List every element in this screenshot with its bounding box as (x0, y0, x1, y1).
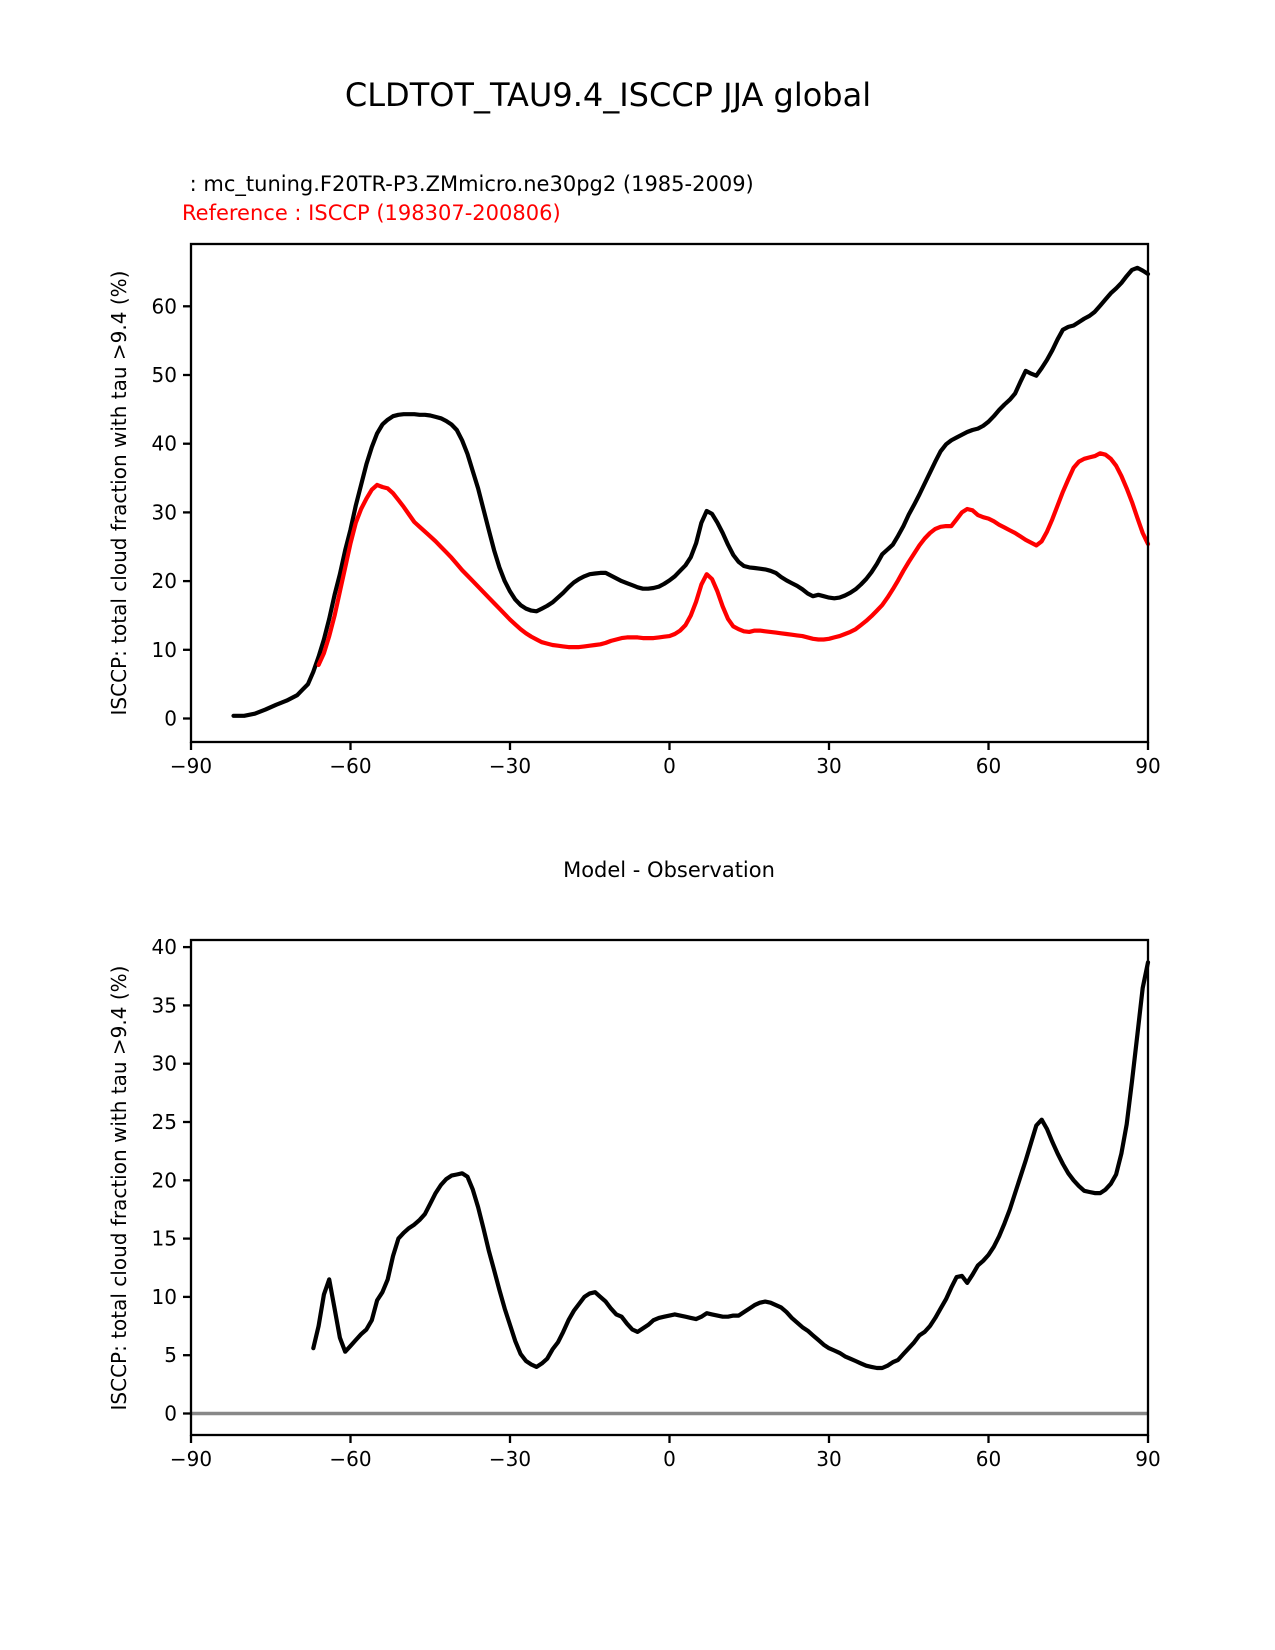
y-tick-label: 60 (151, 294, 177, 319)
y-tick-label: 10 (151, 1284, 177, 1309)
model-subtitle: : mc_tuning.F20TR-P3.ZMmicro.ne30pg2 (1985-2009) (183, 172, 754, 196)
series-line-0 (313, 962, 1148, 1368)
x-tick-label: 60 (975, 754, 1002, 778)
y-tick-label: 20 (151, 1168, 177, 1193)
y-tick-label: 40 (151, 935, 177, 960)
y-tick-label: 20 (151, 569, 177, 594)
y-tick-label: 40 (151, 431, 177, 456)
y-tick-label: 15 (151, 1226, 177, 1251)
bottom-chart-axes (152, 935, 1161, 1471)
top-chart-axes (152, 244, 1161, 778)
top-y-axis-label-text: ISCCP: total cloud fraction with tau >9.4 (%) (107, 270, 131, 716)
y-tick-label: 0 (164, 1401, 177, 1426)
x-tick-label: 30 (816, 1447, 842, 1471)
reference-subtitle: Reference : ISCCP (198307-200806) (182, 201, 561, 225)
y-tick-label: 25 (151, 1110, 177, 1134)
y-tick-label: 5 (164, 1343, 177, 1368)
x-tick-label: −60 (329, 754, 372, 778)
series-line-1 (319, 453, 1148, 665)
figure-title: CLDTOT_TAU9.4_ISCCP JJA global (344, 76, 872, 114)
y-tick-label: 0 (164, 706, 177, 731)
bottom-chart-title: Model - Observation (563, 858, 775, 882)
y-tick-label: 10 (151, 637, 177, 662)
x-tick-label: 60 (975, 1447, 1002, 1471)
axes-frame (191, 244, 1148, 742)
x-tick-label: −30 (488, 754, 532, 778)
x-tick-label: −90 (169, 1447, 213, 1471)
y-tick-label: 30 (151, 500, 177, 525)
x-tick-label: −90 (169, 754, 213, 778)
x-tick-label: 30 (816, 754, 842, 778)
y-tick-label: 30 (151, 1051, 177, 1076)
x-tick-label: −30 (488, 1447, 532, 1471)
y-tick-label: 50 (151, 363, 177, 387)
bottom-y-axis-label-text: ISCCP: total cloud fraction with tau >9.4 (%) (107, 965, 131, 1410)
axes-frame (191, 940, 1148, 1435)
x-tick-label: 0 (663, 1447, 676, 1471)
x-tick-label: −60 (329, 1447, 372, 1471)
x-tick-label: 90 (1135, 754, 1161, 778)
y-tick-label: 35 (151, 993, 177, 1018)
x-tick-label: 90 (1135, 1447, 1161, 1471)
x-tick-label: 0 (663, 754, 676, 778)
